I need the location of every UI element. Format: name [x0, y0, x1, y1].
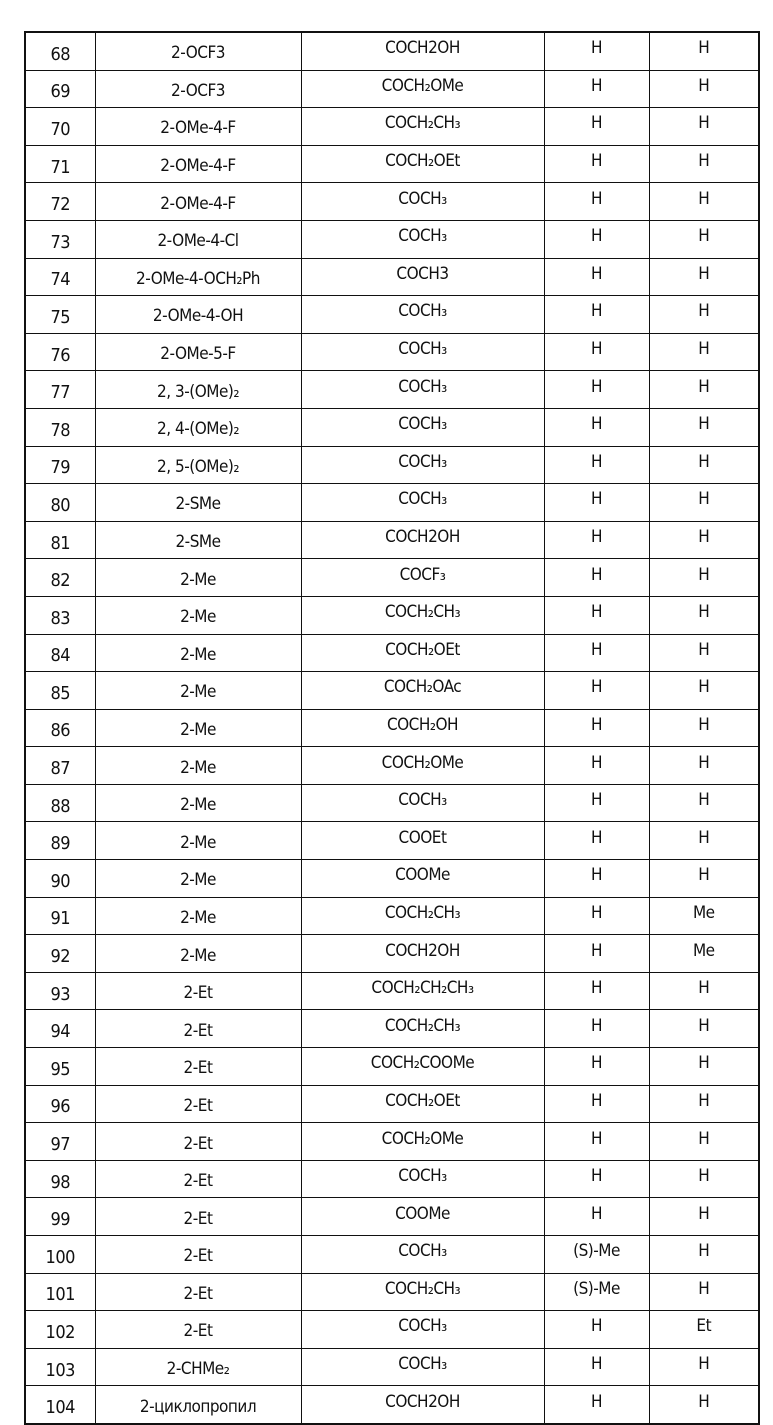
substituent-cell: 2-Et [95, 1160, 301, 1198]
table-row [25, 972, 759, 1010]
r-group-2-cell: H [649, 1085, 759, 1123]
r-group-2-cell: H [649, 258, 759, 296]
table-row [25, 935, 759, 973]
substituent-cell: 2-Et [95, 1236, 301, 1274]
compound-number-cell: 89 [25, 822, 95, 860]
acyl-group-cell: COCF₃ [301, 559, 544, 597]
r-group-1-cell: H [544, 296, 649, 334]
r-group-1-cell: H [544, 258, 649, 296]
substituent-cell: 2-Me [95, 709, 301, 747]
r-group-1-cell: H [544, 1123, 649, 1161]
acyl-group-cell: COCH₃ [301, 446, 544, 484]
r-group-1-cell: H [544, 220, 649, 258]
r-group-1-cell: H [544, 371, 649, 409]
substituent-cell: 2-SMe [95, 521, 301, 559]
acyl-group-cell: COCH₂OEt [301, 1085, 544, 1123]
r-group-2-cell: H [649, 70, 759, 108]
substituent-cell: 2-Me [95, 634, 301, 672]
acyl-group-cell: COCH2OH [301, 521, 544, 559]
table-row [25, 183, 759, 221]
compound-number-cell: 76 [25, 333, 95, 371]
substituent-cell: 2-OMe-4-F [95, 183, 301, 221]
acyl-group-cell: COCH₃ [301, 1311, 544, 1349]
r-group-1-cell: H [544, 596, 649, 634]
substituent-cell: 2-Et [95, 1273, 301, 1311]
table-row [25, 408, 759, 446]
substituent-cell: 2-Me [95, 860, 301, 898]
table-row [25, 672, 759, 710]
r-group-2-cell: H [649, 1348, 759, 1386]
r-group-2-cell: H [649, 1198, 759, 1236]
r-group-2-cell: H [649, 559, 759, 597]
compound-table [24, 31, 760, 1425]
substituent-cell: 2-Me [95, 822, 301, 860]
compound-number-cell: 72 [25, 183, 95, 221]
compound-number-cell: 86 [25, 709, 95, 747]
substituent-cell: 2-OMe-4-OH [95, 296, 301, 334]
acyl-group-cell: COCH2OH [301, 935, 544, 973]
substituent-cell: 2-Me [95, 784, 301, 822]
acyl-group-cell: COCH₃ [301, 371, 544, 409]
acyl-group-cell: COCH₂OH [301, 709, 544, 747]
r-group-2-cell: Et [649, 1311, 759, 1349]
compound-number-cell: 96 [25, 1085, 95, 1123]
compound-number-cell: 71 [25, 145, 95, 183]
r-group-2-cell: H [649, 220, 759, 258]
table-row [25, 484, 759, 522]
compound-number-cell: 78 [25, 408, 95, 446]
compound-number-cell: 73 [25, 220, 95, 258]
acyl-group-cell: COCH₃ [301, 1160, 544, 1198]
table-row [25, 634, 759, 672]
substituent-cell: 2-Me [95, 596, 301, 634]
acyl-group-cell: COCH2OH [301, 1386, 544, 1424]
r-group-2-cell: H [649, 1010, 759, 1048]
r-group-2-cell: H [649, 709, 759, 747]
table-row [25, 860, 759, 898]
substituent-cell: 2-Et [95, 1311, 301, 1349]
r-group-1-cell: H [544, 1160, 649, 1198]
r-group-1-cell: H [544, 784, 649, 822]
acyl-group-cell: COCH₂CH₃ [301, 108, 544, 146]
r-group-1-cell: (S)-Me [544, 1273, 649, 1311]
substituent-cell: 2-Et [95, 1010, 301, 1048]
r-group-2-cell: H [649, 296, 759, 334]
compound-number-cell: 100 [25, 1236, 95, 1274]
acyl-group-cell: COCH₃ [301, 1348, 544, 1386]
table-row [25, 1236, 759, 1274]
acyl-group-cell: COCH₃ [301, 220, 544, 258]
table-row [25, 70, 759, 108]
r-group-1-cell: H [544, 32, 649, 70]
table-row [25, 296, 759, 334]
table-row [25, 1085, 759, 1123]
acyl-group-cell: COCH₃ [301, 408, 544, 446]
compound-number-cell: 88 [25, 784, 95, 822]
compound-number-cell: 68 [25, 32, 95, 70]
r-group-2-cell: Me [649, 897, 759, 935]
compound-number-cell: 84 [25, 634, 95, 672]
compound-number-cell: 97 [25, 1123, 95, 1161]
table-row [25, 1273, 759, 1311]
table-row [25, 1010, 759, 1048]
r-group-2-cell: H [649, 484, 759, 522]
r-group-1-cell: H [544, 1048, 649, 1086]
compound-number-cell: 85 [25, 672, 95, 710]
substituent-cell: 2-OMe-5-F [95, 333, 301, 371]
table-row [25, 1348, 759, 1386]
acyl-group-cell: COCH₃ [301, 784, 544, 822]
table-row [25, 559, 759, 597]
acyl-group-cell: COCH₂OEt [301, 145, 544, 183]
r-group-1-cell: H [544, 70, 649, 108]
r-group-2-cell: H [649, 784, 759, 822]
acyl-group-cell: COOEt [301, 822, 544, 860]
acyl-group-cell: COCH₂CH₃ [301, 1273, 544, 1311]
r-group-2-cell: H [649, 32, 759, 70]
r-group-1-cell: H [544, 747, 649, 785]
acyl-group-cell: COCH3 [301, 258, 544, 296]
substituent-cell: 2-Et [95, 972, 301, 1010]
table-row [25, 1386, 759, 1424]
r-group-1-cell: H [544, 1010, 649, 1048]
r-group-2-cell: H [649, 596, 759, 634]
substituent-cell: 2-Et [95, 1198, 301, 1236]
r-group-1-cell: H [544, 521, 649, 559]
r-group-2-cell: H [649, 634, 759, 672]
r-group-2-cell: H [649, 408, 759, 446]
r-group-1-cell: H [544, 709, 649, 747]
compound-number-cell: 74 [25, 258, 95, 296]
acyl-group-cell: COCH₃ [301, 484, 544, 522]
substituent-cell: 2-Me [95, 747, 301, 785]
r-group-2-cell: H [649, 860, 759, 898]
acyl-group-cell: COCH₃ [301, 183, 544, 221]
r-group-2-cell: H [649, 1273, 759, 1311]
substituent-cell: 2-циклопропил [95, 1386, 301, 1424]
substituent-cell: 2-OMe-4-F [95, 145, 301, 183]
r-group-1-cell: H [544, 1386, 649, 1424]
substituent-cell: 2-Et [95, 1123, 301, 1161]
compound-number-cell: 81 [25, 521, 95, 559]
table-row [25, 371, 759, 409]
substituent-cell: 2-SMe [95, 484, 301, 522]
r-group-1-cell: H [544, 672, 649, 710]
table-row [25, 145, 759, 183]
compound-number-cell: 103 [25, 1348, 95, 1386]
table-row [25, 220, 759, 258]
table-row [25, 1198, 759, 1236]
r-group-1-cell: H [544, 1348, 649, 1386]
acyl-group-cell: COCH₂CH₃ [301, 596, 544, 634]
compound-number-cell: 92 [25, 935, 95, 973]
compound-number-cell: 95 [25, 1048, 95, 1086]
r-group-1-cell: H [544, 333, 649, 371]
compound-number-cell: 93 [25, 972, 95, 1010]
table-row [25, 258, 759, 296]
compound-number-cell: 77 [25, 371, 95, 409]
r-group-1-cell: H [544, 484, 649, 522]
r-group-1-cell: H [544, 935, 649, 973]
acyl-group-cell: COCH₃ [301, 1236, 544, 1274]
compound-number-cell: 82 [25, 559, 95, 597]
r-group-2-cell: H [649, 672, 759, 710]
r-group-2-cell: H [649, 183, 759, 221]
compound-number-cell: 75 [25, 296, 95, 334]
table-row [25, 521, 759, 559]
r-group-2-cell: H [649, 822, 759, 860]
substituent-cell: 2-Me [95, 559, 301, 597]
acyl-group-cell: COCH₂OEt [301, 634, 544, 672]
substituent-cell: 2-CHMe₂ [95, 1348, 301, 1386]
table-row [25, 1123, 759, 1161]
acyl-group-cell: COOMe [301, 860, 544, 898]
r-group-1-cell: H [544, 1311, 649, 1349]
r-group-1-cell: H [544, 108, 649, 146]
acyl-group-cell: COCH₃ [301, 296, 544, 334]
substituent-cell: 2, 3-(OMe)₂ [95, 371, 301, 409]
acyl-group-cell: COCH₂OMe [301, 70, 544, 108]
table-row [25, 108, 759, 146]
substituent-cell: 2, 4-(OMe)₂ [95, 408, 301, 446]
r-group-1-cell: H [544, 822, 649, 860]
r-group-2-cell: H [649, 1160, 759, 1198]
r-group-1-cell: H [544, 145, 649, 183]
r-group-1-cell: H [544, 860, 649, 898]
acyl-group-cell: COCH₂CH₃ [301, 897, 544, 935]
r-group-1-cell: H [544, 559, 649, 597]
r-group-2-cell: H [649, 145, 759, 183]
r-group-1-cell: H [544, 972, 649, 1010]
compound-number-cell: 104 [25, 1386, 95, 1424]
acyl-group-cell: COCH₃ [301, 333, 544, 371]
r-group-2-cell: H [649, 108, 759, 146]
compound-number-cell: 98 [25, 1160, 95, 1198]
table-row [25, 822, 759, 860]
acyl-group-cell: COCH₂CH₃ [301, 1010, 544, 1048]
table-row [25, 32, 759, 70]
r-group-1-cell: H [544, 897, 649, 935]
compound-table-body [25, 32, 759, 1424]
r-group-2-cell: H [649, 333, 759, 371]
table-row [25, 747, 759, 785]
compound-number-cell: 94 [25, 1010, 95, 1048]
r-group-2-cell: H [649, 747, 759, 785]
substituent-cell: 2-OCF3 [95, 32, 301, 70]
substituent-cell: 2-OMe-4-Cl [95, 220, 301, 258]
substituent-cell: 2-Me [95, 897, 301, 935]
acyl-group-cell: COCH₂OMe [301, 747, 544, 785]
compound-number-cell: 90 [25, 860, 95, 898]
table-row [25, 1048, 759, 1086]
r-group-1-cell: H [544, 446, 649, 484]
table-row [25, 596, 759, 634]
substituent-cell: 2-Et [95, 1085, 301, 1123]
r-group-2-cell: H [649, 972, 759, 1010]
compound-number-cell: 87 [25, 747, 95, 785]
acyl-group-cell: COCH₂CH₂CH₃ [301, 972, 544, 1010]
table-row [25, 333, 759, 371]
acyl-group-cell: COOMe [301, 1198, 544, 1236]
acyl-group-cell: COCH₂OAc [301, 672, 544, 710]
r-group-2-cell: Me [649, 935, 759, 973]
r-group-1-cell: H [544, 408, 649, 446]
r-group-2-cell: H [649, 1236, 759, 1274]
compound-number-cell: 102 [25, 1311, 95, 1349]
substituent-cell: 2-Me [95, 935, 301, 973]
acyl-group-cell: COCH₂COOMe [301, 1048, 544, 1086]
r-group-2-cell: H [649, 1048, 759, 1086]
table-row [25, 1311, 759, 1349]
substituent-cell: 2-Me [95, 672, 301, 710]
compound-number-cell: 83 [25, 596, 95, 634]
acyl-group-cell: COCH₂OMe [301, 1123, 544, 1161]
compound-number-cell: 69 [25, 70, 95, 108]
acyl-group-cell: COCH2OH [301, 32, 544, 70]
substituent-cell: 2-OMe-4-F [95, 108, 301, 146]
compound-number-cell: 101 [25, 1273, 95, 1311]
r-group-1-cell: H [544, 1198, 649, 1236]
table-row [25, 709, 759, 747]
table-row [25, 784, 759, 822]
substituent-cell: 2-Et [95, 1048, 301, 1086]
compound-number-cell: 99 [25, 1198, 95, 1236]
r-group-2-cell: H [649, 371, 759, 409]
compound-number-cell: 79 [25, 446, 95, 484]
r-group-2-cell: H [649, 1123, 759, 1161]
table-row [25, 1160, 759, 1198]
table-row [25, 897, 759, 935]
table-row [25, 446, 759, 484]
compound-number-cell: 91 [25, 897, 95, 935]
r-group-2-cell: H [649, 1386, 759, 1424]
r-group-1-cell: H [544, 183, 649, 221]
substituent-cell: 2-OMe-4-OCH₂Ph [95, 258, 301, 296]
r-group-1-cell: (S)-Me [544, 1236, 649, 1274]
r-group-1-cell: H [544, 1085, 649, 1123]
r-group-2-cell: H [649, 446, 759, 484]
r-group-2-cell: H [649, 521, 759, 559]
substituent-cell: 2-OCF3 [95, 70, 301, 108]
compound-number-cell: 80 [25, 484, 95, 522]
substituent-cell: 2, 5-(OMe)₂ [95, 446, 301, 484]
compound-number-cell: 70 [25, 108, 95, 146]
r-group-1-cell: H [544, 634, 649, 672]
